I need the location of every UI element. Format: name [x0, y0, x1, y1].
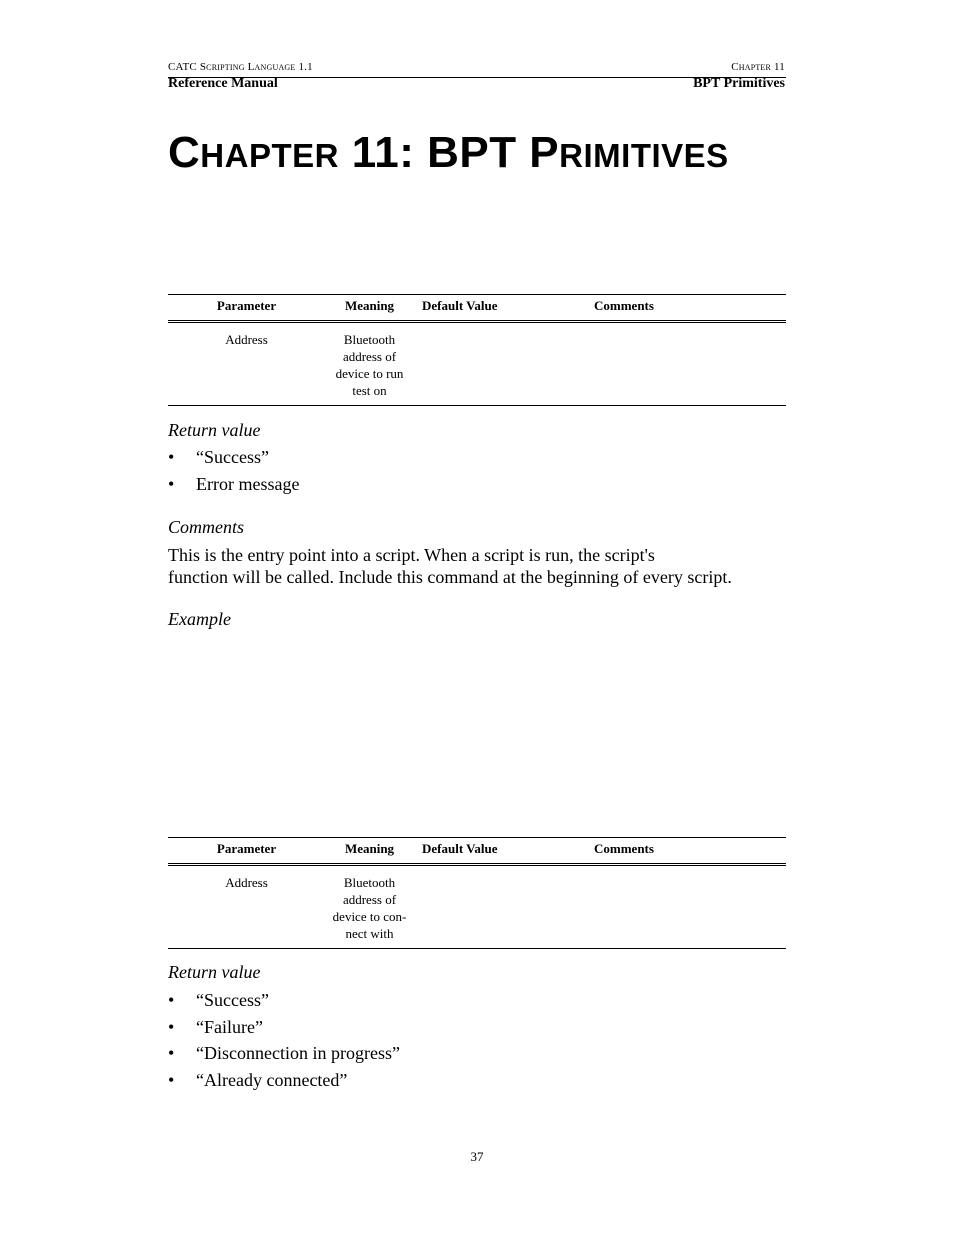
meaning-line: nect with — [345, 926, 394, 941]
meaning-line: device to run — [335, 366, 404, 381]
list-item: • “Success” — [168, 990, 269, 1010]
table-row — [168, 322, 786, 406]
chapter-title: CHAPTER 11: BPT PRIMITIVES — [168, 128, 729, 177]
return-value-heading: Return value — [168, 420, 261, 440]
table-header-row — [168, 838, 786, 865]
col-header-default-value: Default Value — [422, 298, 498, 313]
return-value-list — [168, 989, 400, 1095]
cell-meaning — [325, 865, 414, 949]
cell-default-value — [414, 865, 594, 949]
list-item: • “Failure” — [168, 1016, 263, 1037]
header-chapter-name: BPT Primitives — [693, 76, 785, 91]
meaning-line: test on — [352, 383, 387, 398]
list-item: • “Disconnection in progress” — [168, 1043, 400, 1063]
page-number: 37 — [470, 1149, 484, 1164]
col-header-comments: Comments — [594, 298, 654, 313]
parameter-table-2 — [168, 837, 786, 949]
comments-line: This is the entry point into a script. When a script is run, the script's — [168, 545, 655, 565]
cell-comments — [594, 865, 786, 949]
table-row — [168, 865, 786, 949]
list-item: • “Success” — [168, 447, 269, 467]
col-header-default-value: Default Value — [422, 841, 498, 856]
col-header-parameter: Parameter — [216, 298, 277, 313]
table-header-row — [168, 295, 786, 322]
meaning-line: address of — [342, 349, 397, 364]
header-rule — [168, 77, 786, 78]
meaning-line: address of — [342, 892, 397, 907]
cell-comments — [594, 322, 786, 406]
example-heading: Example — [168, 609, 231, 629]
header-chapter-number: Chapter 11 — [731, 61, 785, 73]
meaning-line: Bluetooth — [343, 332, 396, 347]
meaning-line: device to con- — [332, 909, 407, 924]
col-header-meaning: Meaning — [344, 841, 395, 856]
header-doc-title: CATC Scripting Language 1.1 — [168, 61, 313, 73]
cell-parameter: Address — [225, 332, 268, 347]
meaning-line: Bluetooth — [343, 875, 396, 890]
comments-paragraph — [168, 544, 788, 588]
comments-line: function will be called. Include this command at the beginning of every script. — [168, 567, 732, 587]
cell-meaning — [325, 322, 414, 406]
parameter-table-1 — [168, 294, 786, 406]
return-value-heading: Return value — [168, 962, 261, 982]
col-header-meaning: Meaning — [344, 298, 395, 313]
list-item: • “Already connected” — [168, 1069, 348, 1090]
comments-heading: Comments — [168, 517, 244, 537]
cell-default-value — [414, 322, 594, 406]
return-value-list — [168, 446, 299, 499]
cell-parameter: Address — [225, 875, 268, 890]
col-header-comments: Comments — [594, 841, 654, 856]
header-manual-name: Reference Manual — [168, 76, 278, 91]
col-header-parameter: Parameter — [216, 841, 277, 856]
list-item: • Error message — [168, 473, 300, 494]
